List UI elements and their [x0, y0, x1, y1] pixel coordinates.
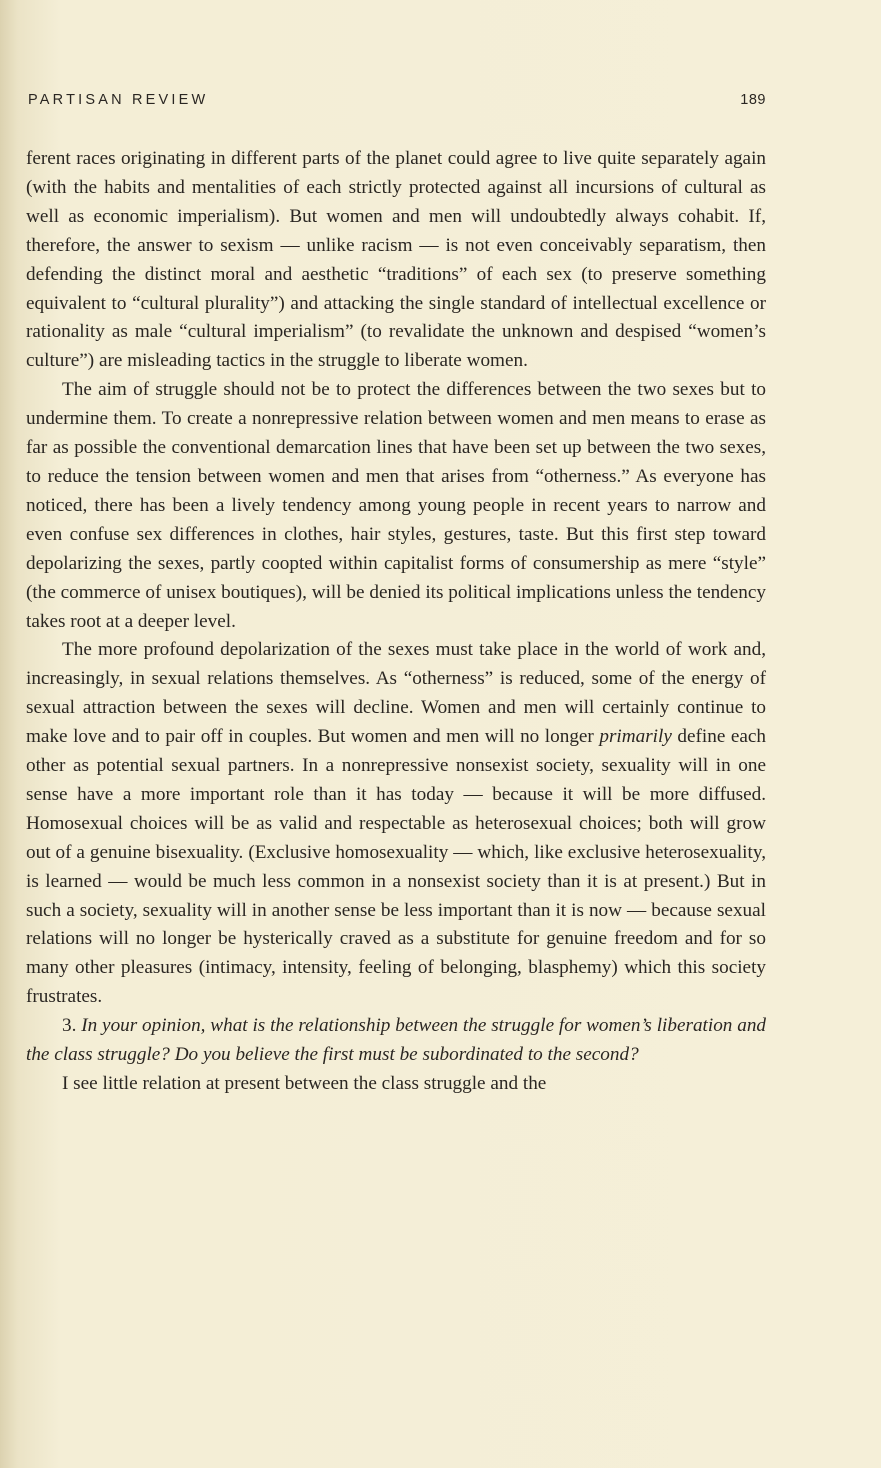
question-text: In your opinion, what is the relationship between the struggle for women’s liberation and the class struggle? Do you believe the first must be subordinated to the second?: [26, 1015, 767, 1066]
question-number: 3.: [62, 1015, 77, 1037]
page-header: [28, 92, 766, 114]
paragraph-1: ferent races originating in different parts of the planet could agree to live quite separately again (with the habits and mentalities of each strictly protected against all incursions of cultural as well as economic imperialism). But women and men will undoubtedly always cohabit. If, therefore, the answer to sexism — unlike racism — is not even conceivably separatism, then defending the distinct moral and aesthetic “traditions” of each sex (to preserve something equivalent to “cultural plurality”) and attacking the single standard of intellectual excellence or rationality as male “cultural imperialism” (to revalidate the unknown and despised “women’s culture”) are misleading tactics in the struggle to liberate women.: [26, 148, 766, 372]
paragraph-2: The aim of struggle should not be to protect the differences between the two sexes but to undermine them. To create a nonrepressive relation between women and men means to erase as far as possible the conventional demarcation lines that have been set up between the two sexes, to reduce the tension between women and men that arises from “otherness.” As everyone has noticed, there has been a lively tendency among young people in recent years to narrow and even confuse sex differences in clothes, hair styles, gestures, taste. But this first step toward depolarizing the sexes, partly coopted within capitalist forms of consumership as mere “style” (the commerce of unisex boutiques), will be denied its political implications unless the tendency takes root at a deeper level.: [26, 379, 766, 632]
question-3: [26, 1012, 766, 1070]
paragraph-4: I see little relation at present between the class struggle and the: [62, 1073, 547, 1094]
paragraph-3-part-a: The more profound depolarization of the sexes must take place in the world of work and, increasingly, in sexual relations themselves. As “otherness” is reduced, some of the energy of sexual attraction between the sexes will decline. Women and men will certainly continue to make love and to pair off in couples. But women and men will no longer: [26, 639, 766, 748]
paragraph-3-part-b: define each other as potential sexual partners. In a nonrepressive nonsexist society, sexuality will in one sense have a more important role than it has today — because it will be more diffused. Homosexual choices will be as valid and respectable as heterosexual choices; both will grow out of a genuine bisexuality. (Exclusive homosexuality — which, like exclusive heterosexuality, is learned — would be much less common in a nonsexist society than it is at present.) But in such a society, sexuality will in another sense be less important than it is now — because sexual relations will no longer be hysterically craved as a substitute for genuine freedom and for so many other pleasures (intimacy, intensity, feeling of belonging, blasphemy) which this society frustrates.: [26, 726, 767, 1008]
page-number: 189: [740, 92, 766, 108]
emphasis-primarily: primarily: [599, 726, 672, 748]
body-text: [26, 145, 766, 1099]
paragraph-3: [26, 636, 766, 1012]
running-head: PARTISAN REVIEW: [28, 92, 209, 108]
